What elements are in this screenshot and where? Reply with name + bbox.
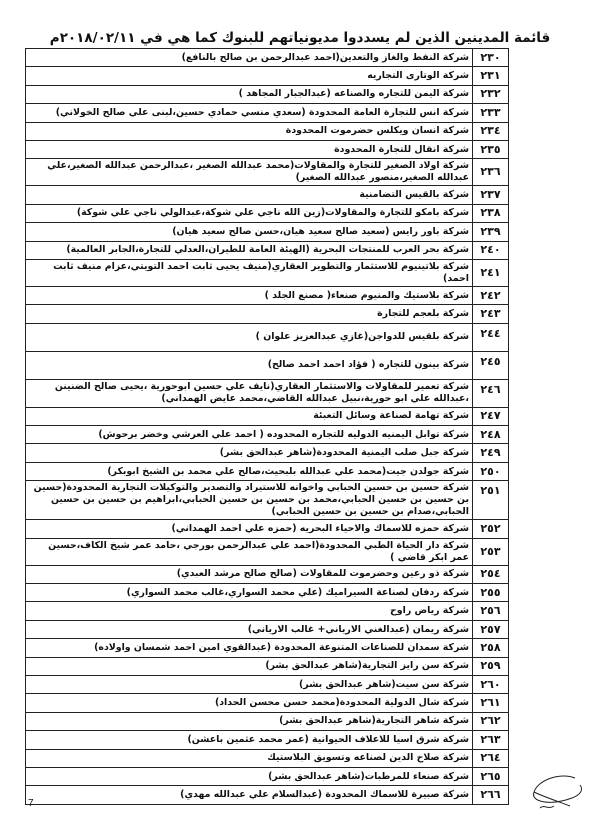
debtor-company: شركة بلاستيك والمنيوم صنعاء( مصنع الجلد ) (26, 286, 473, 304)
table-row (26, 712, 509, 730)
row-number: ٢٦١ (473, 694, 509, 712)
debtor-company: شركة جبل صلب اليمنية المحدودة(شاهر عبدالحق بشر) (26, 444, 473, 462)
debtor-company: شركة ذو رعين وحضرموت للمقاولات (صالح صالح مرشد العبدي) (26, 565, 473, 583)
table-row (26, 49, 509, 67)
table-row (26, 620, 509, 638)
debtor-company: شركة تعمير للمقاولات والاستثمار العقاري(نايف علي حسين ابوحورية ،يحيى صالح الضنينن ،عبدالله علي ابو حورية،نبيل عبدالله القاضي،محمد عايض الهمداني) (26, 379, 473, 407)
row-number: ٢٥٧ (473, 620, 509, 638)
row-number: ٢٤٧ (473, 407, 509, 425)
debtor-company: شركة بلعجم للتجارة (26, 305, 473, 323)
debtor-company: شركة صنعاء للمرطبات(شاهر عبدالحق بشر) (26, 767, 473, 785)
table-row (26, 565, 509, 583)
debtor-company: شركة شاهر التجارية(شاهر عبدالحق بشر) (26, 712, 473, 730)
table-row (26, 520, 509, 538)
debtor-company: شركة حسين بن حسين الحبابي واخوانه للاستيراد والتصدير والتوكيلات التجارية المحدودة(حسين بن حسين بن حسين الحبابي،محمد بن حسين بن حسين الحبابي،ابراهيم بن حسين بن حسين الحبابي،صدام بن حسين بن حسين الحبابي) (26, 481, 473, 520)
table-row (26, 731, 509, 749)
table-row (26, 67, 509, 85)
debtor-company: شركة ريمان (عبدالغني الارياني+ غالب الارياني) (26, 620, 473, 638)
row-number: ٢٣٩ (473, 223, 509, 241)
table-row (26, 481, 509, 520)
table-row (26, 223, 509, 241)
debtors-table (25, 48, 509, 805)
table-row (26, 305, 509, 323)
table-row (26, 104, 509, 122)
signature-icon (520, 770, 590, 815)
debtor-company: شركة اليمن للتجاره والصناعه (عبدالجبار المجاهد ) (26, 85, 473, 103)
row-number: ٢٤٦ (473, 379, 509, 407)
row-number: ٢٥٨ (473, 639, 509, 657)
table-row (26, 323, 509, 351)
row-number: ٢٣٧ (473, 186, 509, 204)
debtor-company: شركة بينون للتجاره ( فؤاد احمد احمد صالح) (26, 351, 473, 379)
row-number: ٢٦٢ (473, 712, 509, 730)
row-number: ٢٦٥ (473, 767, 509, 785)
table-row (26, 426, 509, 444)
table-row (26, 657, 509, 675)
table-row (26, 85, 509, 103)
row-number: ٢٦٣ (473, 731, 509, 749)
row-number: ٢٦٦ (473, 786, 509, 804)
row-number: ٢٦٤ (473, 749, 509, 767)
debtor-company: شركة بحر العرب للمنتجات البحرية (الهيئة العامة للطيران،العدلي للتجارة،الجابر العالمية) (26, 241, 473, 259)
table-row (26, 186, 509, 204)
debtor-company: شركة انسان ويكلس حضرموت المحدودة (26, 122, 473, 140)
debtor-company: شركة بلاتينيوم للاستثمار والتطوير العقاري(منيف يحيى ثابت احمد التويتي،عزام منيف ثابت احمد) (26, 259, 473, 286)
row-number: ٢٤٣ (473, 305, 509, 323)
row-number: ٢٥٩ (473, 657, 509, 675)
debtor-company: شركة ردفان لصناعة السيراميك (علي محمد السواري،غالب محمد السواري) (26, 584, 473, 602)
debtor-company: شركة رياض راوح (26, 602, 473, 620)
page-number: 7 (28, 798, 34, 809)
table-row (26, 694, 509, 712)
table-row (26, 204, 509, 222)
debtor-company: شركة اولاد الصغير للتجارة والمقاولات(محمد عبدالله الصغير ،عبدالرحمن عبدالله الصغير،علي عبدالله الصغير،منصور عبدالله الصغير) (26, 159, 473, 186)
row-number: ٢٣٦ (473, 159, 509, 186)
table-row (26, 159, 509, 186)
debtor-company: شركة الوتارى التجاريه (26, 67, 473, 85)
table-row (26, 351, 509, 379)
debtor-company: شركة توابل اليمنيه الدوليه للتجاره المحدوده ( احمد علي العرشي وخضر برحوش) (26, 426, 473, 444)
debtor-company: شركة انس للتجارة العامة المحدودة (سعدي منسي حمادي حسين،لبنى علي صالح الخولاني) (26, 104, 473, 122)
debtor-company: شركة صلاح الدين لصناعه وتسويق البلاستيك (26, 749, 473, 767)
debtor-company: شركة سن سيت(شاهر عبدالحق بشر) (26, 675, 473, 693)
row-number: ٢٦٠ (473, 675, 509, 693)
table-row (26, 407, 509, 425)
debtor-company: شركة صبيرة للاسماك المحدودة (عبدالسلام علي عبدالله مهدي) (26, 786, 473, 804)
debtor-company: شركة شرق اسيا للاعلاف الحيوانية (عمر محمد عثمين باعشن) (26, 731, 473, 749)
debtor-company: شركة بامكو للتجارة والمقاولات(زين الله ناجي علي شوكة،عبدالولي ناجي علي شوكة) (26, 204, 473, 222)
row-number: ٢٤٤ (473, 323, 509, 351)
table-row (26, 462, 509, 480)
table-row (26, 259, 509, 286)
table-row (26, 584, 509, 602)
debtor-company: شركة انقال للتجارة المحدودة (26, 140, 473, 158)
row-number: ٢٣٤ (473, 122, 509, 140)
table-row (26, 122, 509, 140)
debtor-company: شركة دار الحياة الطبي المحدودة(احمد علي عبدالرحمن بورجي ،حامد عمر شيخ الكاف،حسين عمر ابكر قاضي ) (26, 538, 473, 565)
row-number: ٢٤١ (473, 259, 509, 286)
table-row (26, 639, 509, 657)
debtor-company: شركة سمدان للصناعات المتنوعة المحدودة (عبدالقوي امين احمد شمسان واولاده) (26, 639, 473, 657)
row-number: ٢٣٣ (473, 104, 509, 122)
row-number: ٢٥٢ (473, 520, 509, 538)
debtor-company: شركة بلقيس للدواجن(غازي عبدالعزيز علوان ) (26, 323, 473, 351)
table-row (26, 140, 509, 158)
row-number: ٢٥٥ (473, 584, 509, 602)
row-number: ٢٣٥ (473, 140, 509, 158)
row-number: ٢٥٤ (473, 565, 509, 583)
table-row (26, 767, 509, 785)
debtor-company: شركة سن رايز التجارية(شاهر عبدالحق بشر) (26, 657, 473, 675)
row-number: ٢٥١ (473, 481, 509, 520)
row-number: ٢٤٨ (473, 426, 509, 444)
row-number: ٢٣٠ (473, 49, 509, 67)
debtor-company: شركة النفط والغاز والتعدين(احمد عبدالرحمن بن صالح بالنافع) (26, 49, 473, 67)
row-number: ٢٥٠ (473, 462, 509, 480)
row-number: ٢٤٩ (473, 444, 509, 462)
table-row (26, 602, 509, 620)
table-row (26, 786, 509, 804)
debtor-company: شركة بالقيس التضامنية (26, 186, 473, 204)
debtor-company: شركة جولدن جيت(محمد علي عبدالله بلبحيث،صالح علي محمد بن الشيخ ابوبكر) (26, 462, 473, 480)
row-number: ٢٤٠ (473, 241, 509, 259)
row-number: ٢٥٦ (473, 602, 509, 620)
table-row (26, 444, 509, 462)
row-number: ٢٣١ (473, 67, 509, 85)
row-number: ٢٣٨ (473, 204, 509, 222)
row-number: ٢٤٥ (473, 351, 509, 379)
table-row (26, 675, 509, 693)
row-number: ٢٥٣ (473, 538, 509, 565)
debtor-company: شركة شال الدولية المحدودة(محمد حسن محسن الحداد) (26, 694, 473, 712)
table-row (26, 241, 509, 259)
debtor-company: شركة حمزه للاسماك والاحياء البحريه (حمزه علي احمد الهمداني) (26, 520, 473, 538)
table-row (26, 379, 509, 407)
debtor-company: شركة تهامة لصناعة وسائل التعبئة (26, 407, 473, 425)
table-row (26, 749, 509, 767)
table-row (26, 538, 509, 565)
row-number: ٢٤٢ (473, 286, 509, 304)
row-number: ٢٣٢ (473, 85, 509, 103)
page-title: قائمة المدينين الذين لم يسددوا مديونياتهم للبنوك كما هي في ٢٠١٨/٠٢/١١م (49, 30, 551, 46)
table-row (26, 286, 509, 304)
debtor-company: شركة باور رايس (سعيد صالح سعيد هيان،حسن صالح سعيد هيان) (26, 223, 473, 241)
